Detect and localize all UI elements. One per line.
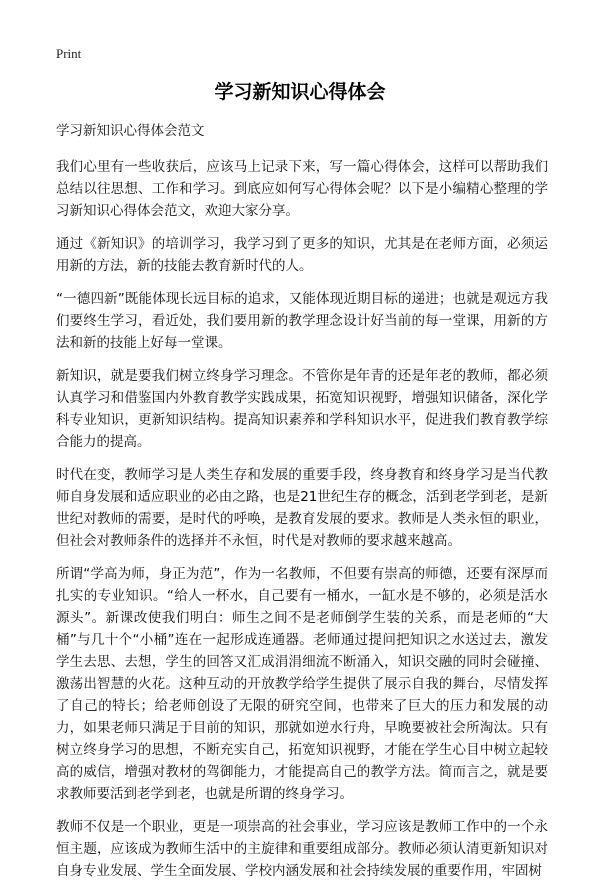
paragraph-intro: 我们心里有一些收获后，应该马上记录下来，写一篇心得体会，这样可以帮助我们总结以往思想、工作和学习。到底应如何写心得体会呢？以下是小编精心整理的学习新知识心得体会范文，欢迎大家分享。: [56, 159, 548, 219]
paragraph-training: 通过《新知识》的培训学习，我学习到了更多的知识，尤其是在老师方面，必须运用新的方法，新的技能去教育新时代的人。: [56, 236, 548, 274]
page-title: 学习新知识心得体会: [214, 81, 386, 103]
article-body: [56, 121, 548, 893]
article-subtitle: 学习新知识心得体会范文: [56, 123, 205, 139]
paragraph-teacher-career: 教师不仅是一个职业，更是一项崇高的社会事业，学习应该是教师工作中的一个永恒主题，应该成为教师生活中的主旋律和重要组成部分。教师必须认清更新知识对自身专业发展、学生全面发展、学校内涵发展和社会持续发展的重要作用，牢固树: [56, 819, 548, 879]
paragraph-xuegao-weishi: 所谓“学高为师，身正为范”，作为一名教师，不但要有崇高的师德，还要有深厚而扎实的专业知识。“给人一杯水，自己要有一桶水，一缸水是不够的，必须是活水源头”。新课改使我们明白：师生之间不是老师倒学生装的关系，而是老师的“大桶”与几十个“小桶”连在一起形成连通器。老师通过提问把知识之水送过去，激发学生去思、去想，学生的回答又汇成涓涓细流不断涌入，知识交融的同时会碰撞、激荡出智慧的火花。这种互动的开放教学给学生提供了展示自我的舞台，尽情发挥了自己的特长；给老师创设了无限的研究空间，也带来了巨大的压力和发展的动力，如果老师只满足于目前的知识，那就如逆水行舟，早晚要被社会所淘汰。只有树立终身学习的思想，不断充实自己，拓宽知识视野，才能在学生心目中树立起较高的威信，增强对教材的驾御能力，才能提高自己的教学方法。简而言之，就是要求教师要活到老学到老，也就是所谓的终身学习。: [56, 566, 548, 802]
print-link[interactable]: Print: [56, 46, 82, 61]
paragraph-times-change: 时代在变，教师学习是人类生存和发展的重要手段，终身教育和终身学习是当代教师自身发展和适应职业的必由之路，也是21世纪生存的概念，活到老学到老，是新世纪对教师的需要，是时代的呼唤，是教育发展的要求。教师是人类永恒的职业，但社会对教师条件的选择并不永恒，时代是对教师的要求越来越高。: [56, 467, 548, 549]
paragraph-new-knowledge: 新知识，就是要我们树立终身学习理念。不管你是年青的还是年老的教师，都必须认真学习和借鉴国内外教育教学实践成果，拓宽知识视野，增强知识储备，深化学科专业知识，更新知识结构。提高知识素养和学科知识水平，促进我们教育教学综合能力的提高。: [56, 368, 548, 450]
paragraph-yide-sixin: “一德四新”既能体现长远目标的追求，又能体现近期目标的递进；也就是观远方我们要终生学习，看近处，我们要用新的教学理念设计好当前的每一堂课，用新的方法和新的技能上好每一堂课。: [56, 291, 548, 351]
